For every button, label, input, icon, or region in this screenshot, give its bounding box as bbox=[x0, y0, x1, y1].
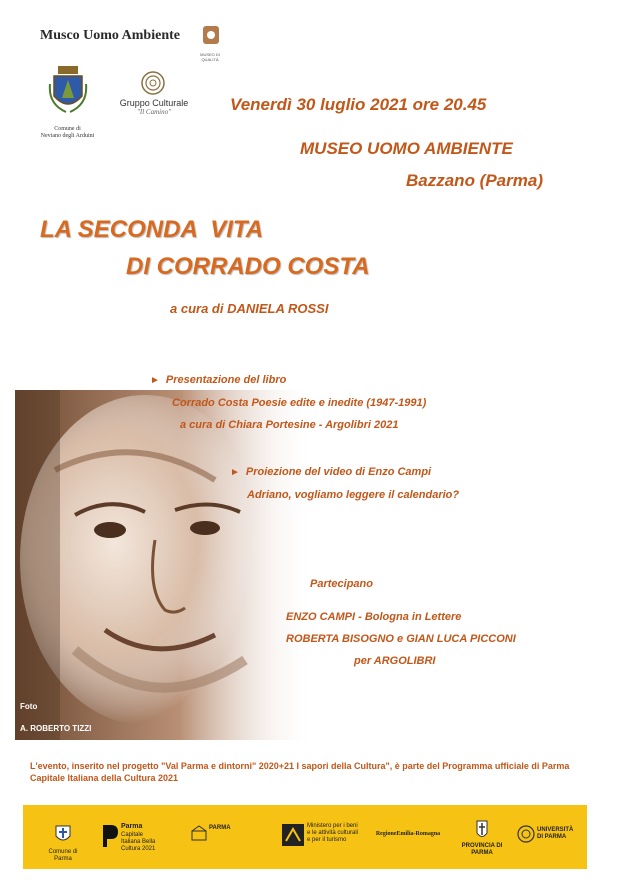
sponsor-parma-800: PARMA bbox=[209, 825, 231, 831]
sponsor-comune-parma: Comune di Parma bbox=[48, 849, 78, 862]
event-date: Venerdì 30 luglio 2021 ore 20.45 bbox=[230, 95, 487, 114]
photo-author: A. ROBERTO TIZZI bbox=[20, 724, 92, 733]
event-city: Bazzano (Parma) bbox=[406, 171, 543, 190]
program-item-1-book: Corrado Costa Poesie edite e inedite (1947-1991) bbox=[172, 397, 427, 409]
gruppo-culturale-icon bbox=[140, 70, 166, 96]
arrow-right-icon: ► bbox=[230, 467, 240, 478]
sponsor-strip bbox=[23, 805, 587, 869]
portrait-photo bbox=[15, 390, 315, 740]
title-line-2: DI CORRADO COSTA bbox=[126, 253, 370, 280]
unesco-icon bbox=[191, 825, 207, 841]
participant-line-2: ROBERTA BISOGNO e GIAN LUCA PICCONI bbox=[286, 633, 516, 645]
program-item-2-title: Adriano, vogliamo leggere il calendario? bbox=[247, 489, 460, 501]
museum-badge-text: MUSEO DI QUALITÀ bbox=[200, 52, 220, 62]
sponsor-provincia: PROVINCIA DI PARMA bbox=[461, 843, 503, 856]
photo-label: Foto bbox=[20, 702, 38, 711]
participant-line-1: ENZO CAMPI - Bologna in Lettere bbox=[286, 611, 462, 623]
participant-line-3: per ARGOLIBRI bbox=[354, 655, 436, 667]
arrow-right-icon: ► bbox=[150, 375, 160, 386]
comune-parma-crest-icon bbox=[53, 823, 73, 845]
comune-crest-icon bbox=[48, 64, 88, 114]
sponsor-universita: UNIVERSITÀ DI PARMA bbox=[537, 827, 574, 840]
gruppo-culturale-label: Gruppo Culturale bbox=[119, 98, 189, 108]
program-item-1-curator: a cura di Chiara Portesine - Argolibri 2021 bbox=[180, 419, 399, 431]
parma-p-logo-icon bbox=[101, 823, 119, 849]
comune-name: Comune di Neviano degli Arduini bbox=[40, 126, 95, 139]
title-line-1: LA SECONDA VITA bbox=[40, 216, 264, 243]
curator-line: a cura di DANIELA ROSSI bbox=[170, 301, 329, 316]
museum-logo-text: Musco Uomo Ambiente bbox=[40, 28, 180, 43]
sponsor-parma-title: Parma bbox=[121, 823, 143, 830]
sponsor-parma-sub: Capitale Italiana Bella Cultura 2021 bbox=[121, 832, 156, 852]
ministero-icon bbox=[281, 823, 305, 847]
sponsor-regione: RegioneEmilia-Romagna bbox=[375, 831, 441, 837]
program-item-2-heading: ► Proiezione del video di Enzo Campi bbox=[230, 466, 432, 478]
program-item-1-heading: ► Presentazione del libro bbox=[150, 374, 287, 386]
participants-heading: Partecipano bbox=[310, 578, 373, 590]
universita-seal-icon bbox=[517, 825, 535, 843]
sponsor-ministero: Ministero per i beni e le attività culturali e per il turismo bbox=[307, 823, 359, 843]
gruppo-culturale-sub: "Il Camino" bbox=[136, 108, 172, 116]
provincia-crest-icon bbox=[475, 819, 489, 841]
museum-badge-icon bbox=[200, 24, 222, 52]
event-venue: MUSEO UOMO AMBIENTE bbox=[300, 139, 513, 158]
footer-note: L'evento, inserito nel progetto "Val Parma e dintorni" 2020+21 I sapori della Cultura", è parte del Programma ufficiale di Parma Capitale Italiana della Cultura 2021 bbox=[30, 761, 570, 783]
